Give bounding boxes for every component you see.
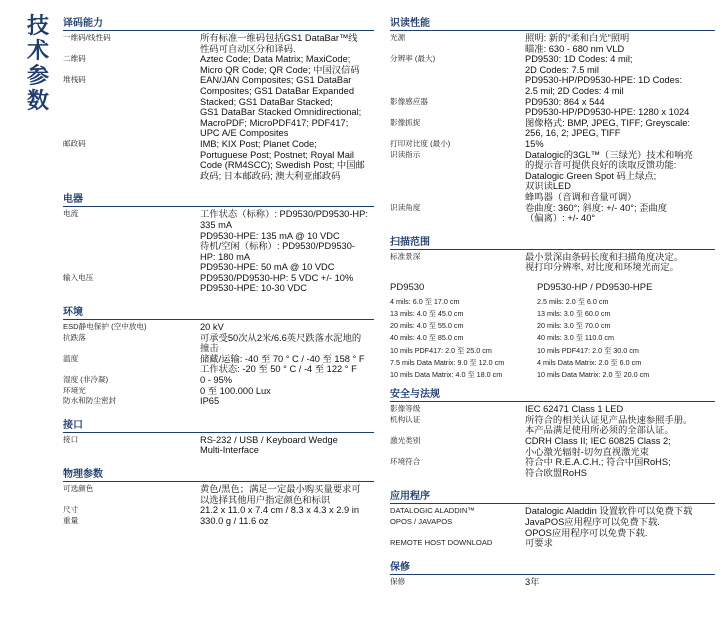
scan-range-entry: 20 mils: 4.0 至 55.0 cm — [390, 321, 464, 331]
spec-row — [63, 484, 374, 505]
spec-value-line: 政码; 日本邮政码; 澳大利亚邮政码 — [200, 170, 341, 181]
spec-value-line: HP: 180 mA — [200, 251, 251, 262]
spec-row — [63, 333, 374, 354]
spec-value-line: IP65 — [200, 396, 220, 407]
spec-label: ESD静电保护 (空中放电) — [63, 322, 147, 332]
spec-row — [390, 517, 715, 538]
left-column — [63, 14, 374, 535]
spec-value — [525, 203, 715, 224]
spec-value-line: MacroPDF; MicroPDF417; PDF417; — [200, 117, 349, 128]
scan-header-pd9530: PD9530 — [390, 281, 425, 293]
spec-row — [63, 322, 374, 333]
scan-range-entry: 13 mils: 4.0 至 45.0 cm — [390, 309, 464, 319]
spec-value-line: EAN/JAN Composites; GS1 DataBar — [200, 75, 352, 86]
scan-column-pd9530-hp — [537, 296, 649, 381]
spec-value-line: PD9530: 1D Codes: 4 mil; — [525, 54, 633, 65]
spec-label: 防水和防尘密封 — [63, 396, 117, 406]
spec-value-line: Datalogic Green Spot 码上绿点; — [525, 170, 657, 181]
spec-value-line: Micro QR Code; QR Code; 中国汉信码 — [200, 64, 360, 75]
spec-row — [390, 436, 715, 457]
side-title — [18, 14, 58, 114]
spec-value-line: 15% — [525, 138, 544, 149]
spec-value-line: 待机/空闲（标称）: PD9530/PD9530- — [200, 241, 355, 252]
spec-value-line: PD9530: 864 x 544 — [525, 96, 605, 107]
spec-value-line: 21.2 x 11.0 x 7.4 cm / 8.3 x 4.3 x 2.9 in — [200, 505, 359, 516]
spec-value-line: 瞄准: 630 - 680 nm VLD — [525, 43, 625, 54]
spec-label: 输入电压 — [63, 272, 94, 282]
spec-row — [390, 577, 715, 588]
section-title: 物理参数 — [63, 465, 374, 482]
section-title: 应用程序 — [390, 487, 715, 504]
scan-range-entry: 13 mils: 3.0 至 60.0 cm — [537, 309, 611, 319]
spec-value-line: Stacked; GS1 DataBar Stacked; — [200, 96, 333, 107]
spec-value — [200, 505, 374, 516]
spec-value-line: 性码可自动区分和译码. — [200, 43, 296, 54]
spec-section — [63, 14, 374, 181]
spec-row — [63, 386, 374, 397]
spec-label: DATALOGIC ALADDIN™ — [390, 506, 475, 516]
spec-value — [200, 209, 374, 273]
spec-value-line: GS1 DataBar Stacked Omnidirectional; — [200, 107, 362, 118]
spec-value-line: Datalogic Aladdin 设置软件可以免费下载 — [525, 506, 693, 517]
spec-value — [200, 435, 374, 456]
spec-row — [390, 252, 715, 273]
scan-range-entry: 7.5 mils Data Matrix: 9.0 至 12.0 cm — [390, 357, 505, 367]
spec-value-line: 照明: 新的“柔和白光”照明 — [525, 33, 630, 43]
spec-value-line: 工作状态: -20 至 50 ° C / -4 至 122 ° F — [200, 364, 357, 375]
spec-row — [390, 404, 715, 415]
spec-section — [390, 14, 715, 224]
spec-value-line: PD9530/PD9530-HP: 5 VDC +/- 10% — [200, 272, 354, 283]
spec-value — [200, 139, 374, 181]
spec-value — [525, 577, 715, 588]
spec-label: 堆栈码 — [63, 75, 86, 85]
spec-label: 电流 — [63, 209, 79, 219]
spec-label: REMOTE HOST DOWNLOAD — [390, 538, 493, 548]
spec-value — [525, 33, 715, 54]
spec-value — [200, 273, 374, 294]
spec-value-line: 蜂鸣器（音调和音量可调） — [525, 191, 637, 202]
spec-value — [525, 252, 715, 273]
spec-value-line: 黄色/黑色；满足一定最小购买量要求可 — [200, 484, 361, 494]
spec-value — [200, 322, 374, 333]
spec-row — [63, 54, 374, 75]
spec-value-line: Datalogic的3GL™（三绿光）技术和响亮 — [525, 149, 693, 160]
spec-value-line: IEC 62471 Class 1 LED — [525, 404, 624, 415]
spec-row — [63, 209, 374, 273]
spec-value-line: 所有标准一维码包括GS1 DataBar™线 — [200, 33, 358, 43]
spec-row — [63, 375, 374, 386]
spec-value — [525, 118, 715, 139]
spec-value — [200, 333, 374, 354]
scan-range-entry: 40 mils: 3.0 至 110.0 cm — [537, 333, 614, 343]
spec-row — [390, 150, 715, 203]
spec-label: 机构认证 — [390, 414, 421, 424]
spec-value-line: JavaPOS应用程序可以免费下载. — [525, 517, 660, 528]
spec-value — [200, 484, 374, 505]
spec-value-line: 卷曲度: 360°; 斜度: +/- 40°; 歪曲度 — [525, 202, 668, 213]
spec-section — [63, 303, 374, 407]
spec-value-line: 视打印分辨率, 对比度和环境光而定。 — [525, 262, 679, 273]
spec-label: 保修 — [390, 576, 406, 586]
spec-value-line: 本产品满足使用所必须的全部认证。 — [525, 425, 674, 436]
spec-row — [63, 435, 374, 456]
spec-value-line: 双识读LED — [525, 181, 571, 192]
side-title-char: 参 — [26, 64, 49, 89]
spec-value — [525, 457, 715, 478]
right-bottom-sections — [390, 385, 715, 587]
spec-value — [525, 97, 715, 118]
spec-label: 激光类别 — [390, 436, 421, 446]
spec-value — [525, 538, 715, 549]
spec-row — [63, 139, 374, 181]
section-title: 保修 — [390, 558, 715, 575]
scan-header-pd9530-hp: PD9530-HP / PD9530-HPE — [537, 281, 653, 293]
spec-value-line: 小心激光辐射-切勿直视激光束 — [525, 446, 649, 457]
scan-range-entry: 10 mils Data Matrix: 2.0 至 20.0 cm — [537, 370, 650, 380]
scan-range-entry: 10 mils Data Matrix: 4.0 至 18.0 cm — [390, 370, 503, 380]
spec-value-line: 可要求 — [525, 538, 553, 549]
section-title: 环境 — [63, 303, 374, 320]
spec-section — [390, 487, 715, 548]
spec-label: 影像抓捉 — [390, 117, 421, 127]
section-title: 译码能力 — [63, 14, 374, 31]
spec-value-line: （偏离）: +/- 40° — [525, 213, 596, 224]
spec-label: 湿度 (非冷凝) — [63, 375, 109, 385]
section-title: 接口 — [63, 416, 374, 433]
spec-row — [390, 33, 715, 54]
spec-value-line: 符合欧盟RoHS — [525, 467, 587, 478]
spec-value — [200, 396, 374, 407]
scan-range-entry: 2.5 mils: 2.0 至 6.0 cm — [537, 296, 609, 306]
spec-value — [200, 33, 374, 54]
spec-value-line: Portuguese Post; Postnet; Royal Mail — [200, 149, 354, 160]
spec-value-line: OPOS应用程序可以免费下载. — [525, 527, 648, 538]
spec-label: 影像感应器 — [390, 96, 428, 106]
spec-section — [390, 385, 715, 478]
spec-value — [525, 54, 715, 96]
spec-row — [63, 273, 374, 294]
spec-value — [525, 415, 715, 436]
spec-value — [525, 404, 715, 415]
spec-value-line: 图像格式: BMP, JPEG, TIFF; Greyscale: — [525, 117, 690, 128]
spec-row — [63, 505, 374, 516]
spec-label: 重量 — [63, 515, 79, 525]
spec-value — [200, 75, 374, 139]
spec-value-line: 所符合的相关认证见产品快速参照手册。 — [525, 414, 693, 425]
scan-column-pd9530 — [390, 296, 537, 381]
spec-section — [63, 416, 374, 456]
spec-section — [390, 233, 715, 273]
scan-range-entry: 40 mils: 4.0 至 85.0 cm — [390, 333, 464, 343]
right-top-sections — [390, 14, 715, 273]
spec-value-line: 工作状态（标称）: PD9530/PD9530-HP: — [200, 209, 368, 220]
spec-row — [390, 139, 715, 150]
spec-label: 一维码/线性码 — [63, 33, 111, 42]
spec-label: 可选颜色 — [63, 484, 94, 493]
spec-label: 识读指示 — [390, 149, 421, 159]
spec-value — [200, 354, 374, 375]
spec-value — [200, 386, 374, 397]
spec-label: 抗跌落 — [63, 332, 86, 342]
spec-value-line: 335 mA — [200, 219, 233, 230]
spec-value-line: 0 - 95% — [200, 375, 233, 386]
spec-value-line: 3年 — [525, 576, 540, 587]
spec-value-line: 0 至 100.000 Lux — [200, 385, 271, 396]
scan-range-entry: 10 mils PDF417: 2.0 至 30.0 cm — [537, 345, 639, 355]
side-title-char: 技 — [26, 14, 49, 39]
spec-section — [63, 190, 374, 294]
spec-label: 识读角度 — [390, 202, 421, 212]
spec-row — [390, 415, 715, 436]
spec-value-line: PD9530-HP/PD9530-HPE: 1280 x 1024 — [525, 107, 690, 118]
spec-row — [63, 516, 374, 527]
spec-value-line: 20 kV — [200, 322, 224, 333]
spec-label: 环境符合 — [390, 457, 421, 467]
spec-value-line: PD9530-HPE: 50 mA @ 10 VDC — [200, 262, 335, 273]
spec-value — [525, 436, 715, 457]
spec-value — [200, 54, 374, 75]
spec-label: 温度 — [63, 353, 79, 363]
spec-row — [63, 75, 374, 139]
spec-value-line: CDRH Class II; IEC 60825 Class 2; — [525, 436, 671, 447]
side-title-char: 数 — [26, 89, 49, 114]
spec-value-line: Composites; GS1 DataBar Expanded — [200, 85, 354, 96]
spec-label: 分辨率 (最大) — [390, 54, 436, 64]
spec-value-line: 符合中 R.E.A.C.H.; 符合中国RoHS; — [525, 457, 671, 468]
spec-value — [525, 506, 715, 517]
side-title-char: 术 — [26, 39, 49, 64]
spec-value-line: PD9530-HPE: 10-30 VDC — [200, 283, 307, 294]
spec-value-line: 330.0 g / 11.6 oz — [200, 515, 269, 526]
spec-label: 标准景深 — [390, 251, 421, 261]
spec-value-line: Aztec Code; Data Matrix; MaxiCode; — [200, 54, 351, 65]
scan-range-entry: 20 mils: 3.0 至 70.0 cm — [537, 321, 611, 331]
scan-table — [390, 296, 715, 381]
section-title: 安全与法规 — [390, 385, 715, 402]
spec-label: 打印对比度 (最小) — [390, 138, 451, 148]
spec-row — [390, 118, 715, 139]
spec-row — [390, 538, 715, 549]
spec-value-line: 储藏/运输: -40 至 70 ° C / -40 至 158 ° F — [200, 353, 365, 364]
spec-value-line: 最小景深由条码长度和扫描角度决定。 — [525, 251, 684, 262]
spec-value — [525, 517, 715, 538]
scan-range-entry: 4 mils: 6.0 至 17.0 cm — [390, 296, 460, 306]
spec-value-line: PD9530-HPE: 135 mA @ 10 VDC — [200, 230, 340, 241]
spec-value — [200, 516, 374, 527]
spec-value-line: 2.5 mil; 2D Codes: 4 mil — [525, 85, 624, 96]
spec-label: 光源 — [390, 33, 406, 42]
section-title: 识读性能 — [390, 14, 715, 31]
spec-row — [390, 97, 715, 118]
spec-value — [525, 139, 715, 150]
scan-range-entry: 10 mils PDF417: 2.0 至 25.0 cm — [390, 345, 492, 355]
spec-row — [390, 203, 715, 224]
spec-value — [525, 150, 715, 203]
right-column — [390, 14, 715, 596]
spec-label: 环境光 — [63, 385, 86, 395]
spec-row — [390, 457, 715, 478]
spec-value-line: 以选择其他用户指定颜色和标识 — [200, 494, 331, 505]
spec-value — [200, 375, 374, 386]
spec-value-line: PD9530-HP/PD9530-HPE: 1D Codes: — [525, 75, 683, 86]
spec-label: 尺寸 — [63, 505, 79, 515]
spec-label: 接口 — [63, 434, 79, 444]
spec-row — [390, 54, 715, 96]
spec-row — [63, 354, 374, 375]
spec-value-line: 可承受50次从2米/6.6英尺跌落水泥地的 — [200, 332, 362, 343]
spec-value-line: 撞击 — [200, 343, 219, 354]
spec-value-line: UPC A/E Composites — [200, 128, 289, 139]
spec-label: 影像等级 — [390, 404, 421, 414]
spec-value-line: 的提示音可提供良好的读取反馈功能: — [525, 160, 677, 171]
spec-section — [390, 558, 715, 588]
spec-row — [63, 396, 374, 407]
spec-row — [390, 506, 715, 517]
section-title: 扫描范围 — [390, 233, 715, 250]
spec-label: 邮政码 — [63, 138, 86, 148]
spec-value-line: RS-232 / USB / Keyboard Wedge — [200, 434, 338, 445]
spec-row — [63, 33, 374, 54]
spec-value-line: 2D Codes: 7.5 mil — [525, 64, 599, 75]
scan-range-entry: 4 mils Data Matrix: 2.0 至 6.0 cm — [537, 357, 642, 367]
spec-value-line: IMB; KIX Post; Planet Code; — [200, 138, 317, 149]
spec-value-line: Multi-Interface — [200, 445, 259, 456]
spec-value-line: Code (RM4SCC); Swedish Post; 中国邮 — [200, 160, 365, 171]
spec-label: OPOS / JAVAPOS — [390, 517, 453, 527]
section-title: 电器 — [63, 190, 374, 207]
scan-table-header — [390, 282, 715, 293]
spec-value-line: 256, 16, 2; JPEG, TIFF — [525, 128, 621, 139]
spec-section — [63, 465, 374, 526]
spec-label: 二维码 — [63, 54, 86, 64]
